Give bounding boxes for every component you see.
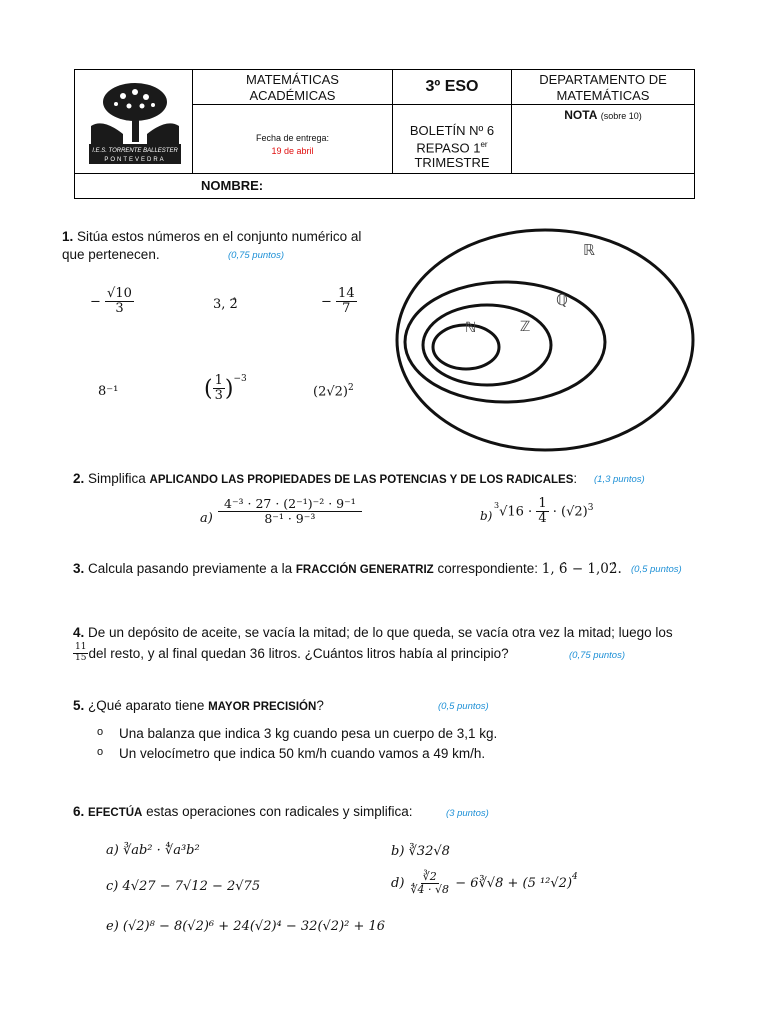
q1-number-d: 8⁻¹ bbox=[98, 384, 119, 399]
q2-a-label: a) bbox=[200, 511, 213, 526]
q2-points: (1,3 puntos) bbox=[594, 474, 645, 485]
course-title: 3º ESO bbox=[425, 78, 479, 95]
q5-statement: 5. ¿Qué aparato tiene MAYOR PRECISIÓN? bbox=[73, 698, 324, 713]
label-rational: ℚ bbox=[556, 291, 568, 309]
logo-text-1: I.E.S. TORRENTE BALLESTER bbox=[92, 148, 178, 154]
due-date: 19 de abril bbox=[271, 146, 314, 156]
q5-option-1: Una balanza que indica 3 kg cuando pesa un cuerpo de 3,1 kg. bbox=[119, 726, 498, 741]
q6-a: a) ∛ab² · ∜a³b² bbox=[106, 843, 200, 858]
name-label: NOMBRE: bbox=[201, 178, 264, 193]
q2-b-expression: $^3$√16 · $\frac{1}{4}$ · $(√2)^3$ bbox=[494, 496, 594, 527]
q1-line2: que pertenecen. bbox=[62, 247, 160, 262]
logo-text-2: PONTEVEDRA bbox=[104, 157, 166, 163]
q6-statement: 6. EFECTÚA estas operaciones con radicales y simplifica: bbox=[73, 804, 413, 819]
subject-title: MATEMÁTICAS ACADÉMICAS bbox=[246, 72, 339, 103]
review-title: REPASO 1er TRIMESTRE bbox=[414, 140, 490, 171]
q6-b: b) ∛32√8 bbox=[391, 844, 450, 859]
q1-number-f: $(2√2)^2$ bbox=[313, 383, 354, 400]
q6-c: c) 4√27 − 7√12 − 2√75 bbox=[106, 879, 261, 894]
q1-number-a: − $\frac{√10}{3}$ bbox=[90, 286, 132, 317]
q5-points: (0,5 puntos) bbox=[438, 701, 489, 712]
q6-points: (3 puntos) bbox=[446, 808, 489, 819]
q6-e: e) (√2)⁸ − 8(√2)⁶ + 24(√2)⁴ − 32(√2)² + 16 bbox=[106, 919, 386, 934]
q1-number-c: − $\frac{14}{7}$ bbox=[321, 286, 355, 317]
q3-points: (0,5 puntos) bbox=[631, 564, 682, 575]
q5-bullet-marker: o bbox=[97, 726, 104, 738]
q1-points: (0,75 puntos) bbox=[228, 250, 284, 261]
q6-d: d) $\frac{∛2}{∜4 \cdot √8}$ − 6∛√8 + (5 ¹²√2) $^4$ bbox=[391, 870, 578, 897]
q4-line2: $\frac{11}{15}$ del resto, y al final quedan 36 litros. ¿Cuántos litros había al principio? bbox=[75, 642, 509, 663]
q1-number-e: ( $\frac{1}{3}$ )$^{-3}$ bbox=[204, 373, 247, 404]
grade-field: NOTA (sobre 10) bbox=[564, 108, 642, 122]
q3-statement: 3. Calcula pasando previamente a la FRACCIÓN GENERATRIZ correspondiente: 1, 6̂ − 1,02̂. bbox=[73, 561, 622, 577]
label-integer: ℤ bbox=[520, 319, 531, 335]
label-real: ℝ bbox=[583, 241, 595, 259]
q4-points: (0,75 puntos) bbox=[569, 650, 625, 661]
q5-option-2: Un velocímetro que indica 50 km/h cuando vamos a 49 km/h. bbox=[119, 746, 486, 761]
header-table bbox=[74, 69, 695, 199]
q5-bullet-marker: o bbox=[97, 746, 104, 758]
number-sets-diagram bbox=[395, 228, 700, 453]
set-real-ellipse bbox=[397, 230, 693, 450]
department-title: DEPARTAMENTO DE MATEMÁTICAS bbox=[539, 72, 667, 103]
set-integer-ellipse bbox=[423, 305, 551, 385]
q2-b-label: b) bbox=[480, 509, 493, 523]
label-natural: ℕ bbox=[465, 320, 477, 336]
due-date-label: Fecha de entrega: bbox=[255, 133, 330, 143]
q4-line1: 4. De un depósito de aceite, se vacía la mitad; de lo que queda, se vacía otra vez la mitad; luego los bbox=[73, 625, 673, 640]
q2-statement: 2. Simplifica APLICANDO LAS PROPIEDADES DE LAS POTENCIAS Y DE LOS RADICALES: bbox=[73, 471, 578, 486]
bulletin-number: BOLETÍN Nº 6 bbox=[409, 123, 495, 138]
q2-a-expression: $\frac{\text{4⁻³ · 27 · (2⁻¹)⁻² · 9⁻¹}}{\text{8⁻¹ · 9⁻³}}$ bbox=[218, 497, 362, 526]
school-logo bbox=[83, 78, 187, 168]
q1-line1: 1. Sitúa estos números en el conjunto numérico al bbox=[62, 229, 362, 244]
q1-number-b: 3, 2̂ bbox=[213, 297, 238, 312]
